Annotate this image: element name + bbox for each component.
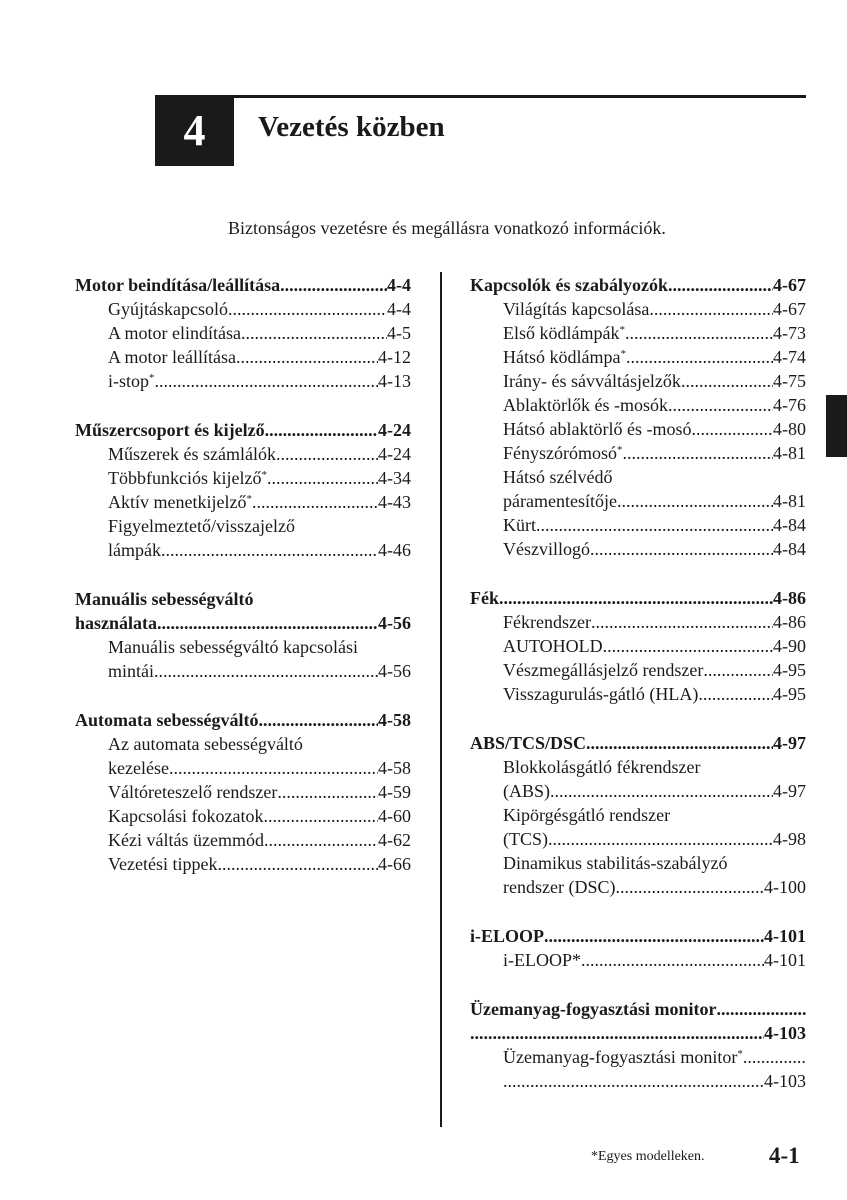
toc-subentry[interactable] — [470, 369, 806, 393]
toc-page-ref: 4-58 — [378, 758, 411, 778]
toc-subentry[interactable] — [75, 635, 411, 659]
toc-subentry[interactable] — [470, 513, 806, 537]
toc-subentry[interactable] — [75, 321, 411, 345]
toc-entry-text: mintái — [108, 661, 154, 681]
toc-entry-title — [470, 997, 716, 1021]
dot-leader — [280, 273, 387, 297]
toc-page-ref: 4-4 — [387, 299, 411, 319]
toc-section-entry[interactable] — [470, 273, 806, 297]
toc-subentry[interactable] — [470, 755, 806, 779]
toc-subentry[interactable] — [470, 441, 806, 465]
toc-subentry[interactable] — [75, 369, 411, 393]
toc-section-entry[interactable] — [75, 587, 411, 611]
chapter-number: 4 — [183, 106, 206, 155]
toc-entry-text: Figyelmeztető/visszajelző — [108, 516, 295, 536]
toc-entry-text: Fényszórómosó — [503, 443, 617, 463]
dot-leader — [277, 780, 378, 804]
toc-entry-text: Irány- és sávváltásjelzők — [503, 371, 681, 391]
toc-page-ref: 4-76 — [773, 395, 806, 415]
toc-page-ref: 4-81 — [773, 443, 806, 463]
toc-page-ref: 4-95 — [773, 684, 806, 704]
toc-entry-title — [503, 610, 591, 634]
toc-subentry[interactable] — [75, 828, 411, 852]
toc-subentry[interactable] — [75, 804, 411, 828]
toc-entry-text: Vezetési tippek — [108, 854, 218, 874]
toc-entry-text: Manuális sebességváltó — [75, 589, 254, 609]
toc-entry-text: ABS/TCS/DSC — [470, 733, 587, 753]
dot-leader — [703, 658, 773, 682]
toc-subentry[interactable] — [470, 345, 806, 369]
toc-entry-title — [470, 586, 499, 610]
toc-subentry[interactable] — [470, 417, 806, 441]
toc-entry-title — [108, 442, 276, 466]
toc-subentry[interactable] — [470, 489, 806, 513]
toc-page-ref: 4-100 — [764, 877, 806, 897]
toc-entry-text: használata — [75, 613, 158, 633]
toc-section-entry[interactable] — [470, 586, 806, 610]
toc-entry-title — [470, 924, 544, 948]
column-divider — [440, 272, 442, 1127]
footnote-marker: * — [737, 1048, 743, 1060]
toc-subentry[interactable] — [470, 610, 806, 634]
dot-leader — [590, 537, 773, 561]
toc-page-ref: 4-12 — [378, 347, 411, 367]
toc-entry-title — [503, 634, 603, 658]
toc-entry-title — [108, 490, 252, 514]
toc-page-ref: 4-90 — [773, 636, 806, 656]
chapter-thumb-tab — [826, 395, 847, 457]
toc-entry-title — [503, 803, 670, 827]
toc-section-entry[interactable] — [75, 418, 411, 442]
toc-subentry[interactable] — [470, 948, 806, 972]
toc-page-ref: 4-24 — [378, 420, 411, 440]
toc-entry-title — [108, 466, 267, 490]
toc-entry-title — [108, 369, 155, 393]
toc-page-ref: 4-46 — [378, 540, 411, 560]
dot-leader — [548, 827, 773, 851]
dot-leader — [649, 297, 773, 321]
toc-entry-title — [108, 780, 277, 804]
toc-entry-text: Többfunkciós kijelző — [108, 468, 262, 488]
toc-section-entry[interactable] — [75, 611, 411, 635]
footnote-marker: * — [261, 469, 267, 481]
toc-entry-title — [108, 828, 264, 852]
toc-page-ref: 4-101 — [764, 950, 806, 970]
toc-section-entry[interactable] — [470, 731, 806, 755]
toc-entry-text: Fékrendszer — [503, 612, 591, 632]
toc-subentry[interactable] — [75, 442, 411, 466]
toc-page-ref: 4-103 — [764, 1023, 806, 1043]
toc-entry-text: Műszercsoport és kijelző — [75, 420, 265, 440]
toc-page-ref: 4-97 — [773, 781, 806, 801]
dot-leader — [626, 345, 773, 369]
toc-entry-text: Hátsó szélvédő — [503, 467, 613, 487]
toc-entry-text: Vészmegállásjelző rendszer — [503, 660, 704, 680]
toc-entry-title — [108, 345, 236, 369]
toc-entry-title — [75, 708, 258, 732]
toc-entry-text: Kürt — [503, 515, 536, 535]
toc-entry-title — [503, 513, 536, 537]
toc-entry-text: Üzemanyag-fogyasztási monitor — [470, 999, 717, 1019]
toc-subentry[interactable] — [75, 756, 411, 780]
toc-entry-title — [470, 273, 668, 297]
toc-page-ref: 4-34 — [378, 468, 411, 488]
toc-entry-title — [503, 417, 691, 441]
toc-subentry[interactable] — [470, 1069, 806, 1093]
toc-subentry[interactable] — [75, 514, 411, 538]
toc-entry-text: AUTOHOLD — [503, 636, 603, 656]
toc-entry-text: Műszerek és számlálók — [108, 444, 276, 464]
toc-entry-text: páramentesítője — [503, 491, 617, 511]
toc-subentry[interactable] — [470, 875, 806, 899]
toc-right-column — [470, 273, 806, 1093]
toc-subentry[interactable] — [75, 852, 411, 876]
toc-page-ref: 4-56 — [378, 613, 411, 633]
toc-subentry[interactable] — [470, 803, 806, 827]
toc-subentry[interactable] — [470, 779, 806, 803]
dot-leader — [236, 345, 378, 369]
toc-subentry[interactable] — [75, 538, 411, 562]
dot-leader — [716, 997, 806, 1021]
toc-subentry[interactable] — [470, 682, 806, 706]
dot-leader — [536, 513, 773, 537]
toc-page-ref: 4-43 — [378, 492, 411, 512]
toc-gap — [470, 899, 806, 924]
toc-entry-title — [503, 537, 590, 561]
toc-page-ref: 4-86 — [773, 612, 806, 632]
toc-page-ref: 4-103 — [764, 1071, 806, 1091]
toc-entry-title — [503, 1045, 743, 1069]
toc-entry-title — [75, 418, 265, 442]
toc-entry-text: Automata sebességváltó — [75, 710, 259, 730]
toc-entry-text: Első ködlámpák — [503, 323, 620, 343]
toc-entry-text: Manuális sebességváltó kapcsolási — [108, 637, 358, 657]
toc-entry-text: Visszagurulás-gátló (HLA) — [503, 684, 699, 704]
dot-leader — [241, 321, 387, 345]
toc-subentry[interactable] — [470, 827, 806, 851]
footnote-marker: * — [149, 372, 155, 384]
toc-entry-title — [503, 297, 649, 321]
dot-leader — [591, 610, 773, 634]
toc-entry-text: i-stop — [108, 371, 150, 391]
dot-leader — [217, 852, 378, 876]
toc-subentry[interactable] — [75, 659, 411, 683]
dot-leader — [258, 708, 378, 732]
dot-leader — [161, 538, 378, 562]
toc-page-ref: 4-86 — [773, 588, 806, 608]
dot-leader — [544, 924, 764, 948]
footnote: *Egyes modelleken. — [591, 1149, 705, 1164]
dot-leader — [668, 273, 773, 297]
dot-leader — [698, 682, 773, 706]
toc-entry-text: Kapcsolók és szabályozók — [470, 275, 669, 295]
toc-page-ref: 4-66 — [378, 854, 411, 874]
toc-page-ref: 4-75 — [773, 371, 806, 391]
toc-entry-text: Ablaktörlők és -mosók — [503, 395, 668, 415]
toc-entry-title — [503, 489, 617, 513]
toc-entry-text: Világítás kapcsolása — [503, 299, 650, 319]
dot-leader — [169, 756, 378, 780]
page-number: 4-1 — [769, 1143, 800, 1168]
toc-page-ref: 4-59 — [378, 782, 411, 802]
toc-page-ref: 4-84 — [773, 515, 806, 535]
toc-subentry[interactable] — [470, 851, 806, 875]
chapter-title: Vezetés közben — [258, 111, 445, 143]
toc-subentry[interactable] — [470, 1045, 806, 1069]
toc-page-ref: 4-67 — [773, 299, 806, 319]
dot-leader — [586, 731, 773, 755]
dot-leader — [603, 634, 773, 658]
dot-leader — [470, 1021, 764, 1045]
toc-entry-title — [503, 682, 698, 706]
toc-page-ref: 4-73 — [773, 323, 806, 343]
toc-page-ref: 4-80 — [773, 419, 806, 439]
toc-entry-title — [503, 465, 612, 489]
toc-subentry[interactable] — [75, 732, 411, 756]
toc-subentry[interactable] — [470, 658, 806, 682]
toc-gap — [75, 393, 411, 418]
toc-entry-title — [503, 393, 668, 417]
dot-leader — [267, 466, 378, 490]
toc-entry-title — [108, 538, 161, 562]
toc-section-entry[interactable] — [470, 924, 806, 948]
toc-entry-title — [503, 345, 626, 369]
toc-entry-text: Hátsó ködlámpa — [503, 347, 621, 367]
chapter-number-box — [155, 95, 234, 166]
toc-entry-title — [503, 779, 550, 803]
dot-leader — [228, 297, 387, 321]
toc-gap — [75, 683, 411, 708]
toc-entry-text: Hátsó ablaktörlő és -mosó — [503, 419, 692, 439]
toc-subentry[interactable] — [470, 297, 806, 321]
toc-page-ref: 4-56 — [378, 661, 411, 681]
dot-leader — [503, 1069, 764, 1093]
toc-page-ref: 4-67 — [773, 275, 806, 295]
dot-leader — [743, 1045, 806, 1069]
toc-entry-text: Váltóreteszelő rendszer — [108, 782, 278, 802]
dot-leader — [499, 586, 773, 610]
toc-entry-text: i-ELOOP — [470, 926, 545, 946]
toc-subentry[interactable] — [470, 537, 806, 561]
toc-subentry[interactable] — [75, 780, 411, 804]
toc-section-entry[interactable] — [75, 708, 411, 732]
dot-leader — [263, 804, 378, 828]
toc-page-ref: 4-4 — [387, 275, 411, 295]
toc-gap — [470, 706, 806, 731]
toc-entry-title — [503, 875, 615, 899]
toc-entry-title — [503, 755, 700, 779]
toc-entry-text: Vészvillogó — [503, 539, 590, 559]
dot-leader — [155, 369, 378, 393]
toc-page-ref: 4-101 — [764, 926, 806, 946]
toc-entry-title — [108, 321, 241, 345]
toc-entry-text: kezelése — [108, 758, 169, 778]
toc-page-ref: 4-84 — [773, 539, 806, 559]
toc-entry-title — [75, 273, 280, 297]
toc-page-ref: 4-13 — [378, 371, 411, 391]
toc-entry-title — [75, 611, 157, 635]
toc-page-ref: 4-60 — [378, 806, 411, 826]
toc-entry-title — [108, 732, 303, 756]
toc-subentry[interactable] — [470, 634, 806, 658]
toc-entry-text: Az automata sebességváltó — [108, 734, 303, 754]
dot-leader — [581, 948, 764, 972]
toc-page-ref: 4-95 — [773, 660, 806, 680]
toc-entry-title — [108, 514, 295, 538]
dot-leader — [157, 611, 378, 635]
toc-section-entry[interactable] — [75, 273, 411, 297]
dot-leader — [691, 417, 773, 441]
toc-page-ref: 4-81 — [773, 491, 806, 511]
toc-entry-title — [503, 827, 548, 851]
toc-entry-title — [503, 851, 727, 875]
toc-page-ref: 4-74 — [773, 347, 806, 367]
dot-leader — [681, 369, 773, 393]
footnote-marker: * — [620, 348, 626, 360]
toc-entry-text: Kézi váltás üzemmód — [108, 830, 264, 850]
dot-leader — [617, 489, 773, 513]
toc-subentry[interactable] — [75, 466, 411, 490]
toc-gap — [470, 972, 806, 997]
toc-entry-title — [503, 369, 681, 393]
chapter-top-rule — [155, 95, 806, 98]
toc-subentry[interactable] — [75, 345, 411, 369]
toc-page-ref: 4-5 — [387, 323, 411, 343]
dot-leader — [668, 393, 773, 417]
dot-leader — [550, 779, 773, 803]
chapter-intro: Biztonságos vezetésre és megállásra vonatkozó információk. — [228, 218, 666, 238]
toc-page-ref: 4-58 — [378, 710, 411, 730]
toc-entry-text: i-ELOOP* — [503, 950, 581, 970]
toc-entry-text: Üzemanyag-fogyasztási monitor — [503, 1047, 738, 1067]
toc-section-entry[interactable] — [470, 1021, 806, 1045]
toc-entry-title — [108, 659, 154, 683]
toc-entry-title — [108, 756, 169, 780]
toc-entry-title — [108, 804, 263, 828]
toc-entry-text: Dinamikus stabilitás-szabályzó — [503, 853, 728, 873]
toc-entry-title — [503, 321, 625, 345]
toc-entry-title — [503, 441, 623, 465]
toc-entry-title — [108, 852, 217, 876]
dot-leader — [276, 442, 378, 466]
footnote-marker: * — [246, 493, 252, 505]
toc-entry-text: Fék — [470, 588, 499, 608]
toc-entry-text: A motor leállítása — [108, 347, 236, 367]
toc-entry-text: Kapcsolási fokozatok — [108, 806, 264, 826]
toc-entry-title — [75, 587, 254, 611]
toc-entry-text: Blokkolásgátló fékrendszer — [503, 757, 701, 777]
toc-entry-text: (ABS) — [503, 781, 551, 801]
toc-entry-text: Kipörgésgátló rendszer — [503, 805, 671, 825]
toc-entry-title — [470, 731, 586, 755]
toc-entry-text: Aktív menetkijelző — [108, 492, 247, 512]
toc-entry-text: Motor beindítása/leállítása — [75, 275, 281, 295]
toc-gap — [75, 562, 411, 587]
toc-subentry[interactable] — [75, 297, 411, 321]
toc-subentry[interactable] — [470, 321, 806, 345]
toc-entry-title — [503, 658, 703, 682]
toc-entry-text: (TCS) — [503, 829, 548, 849]
toc-entry-text: lámpák — [108, 540, 161, 560]
toc-entry-title — [108, 635, 358, 659]
toc-entry-text: A motor elindítása — [108, 323, 241, 343]
toc-page-ref: 4-62 — [378, 830, 411, 850]
toc-page-ref: 4-24 — [378, 444, 411, 464]
dot-leader — [265, 418, 378, 442]
toc-subentry[interactable] — [470, 393, 806, 417]
dot-leader — [252, 490, 378, 514]
dot-leader — [154, 659, 378, 683]
dot-leader — [615, 875, 764, 899]
toc-section-entry[interactable] — [470, 997, 806, 1021]
dot-leader — [623, 441, 774, 465]
toc-subentry[interactable] — [470, 465, 806, 489]
toc-page-ref: 4-98 — [773, 829, 806, 849]
footnote-marker: * — [617, 444, 623, 456]
toc-entry-title — [108, 297, 228, 321]
toc-entry-title — [503, 948, 581, 972]
toc-left-column — [75, 273, 411, 876]
dot-leader — [264, 828, 378, 852]
toc-subentry[interactable] — [75, 490, 411, 514]
toc-page-ref: 4-97 — [773, 733, 806, 753]
toc-entry-text: rendszer (DSC) — [503, 877, 616, 897]
dot-leader — [625, 321, 773, 345]
toc-gap — [470, 561, 806, 586]
footnote-marker: * — [619, 324, 625, 336]
toc-entry-text: Gyújtáskapcsoló — [108, 299, 228, 319]
